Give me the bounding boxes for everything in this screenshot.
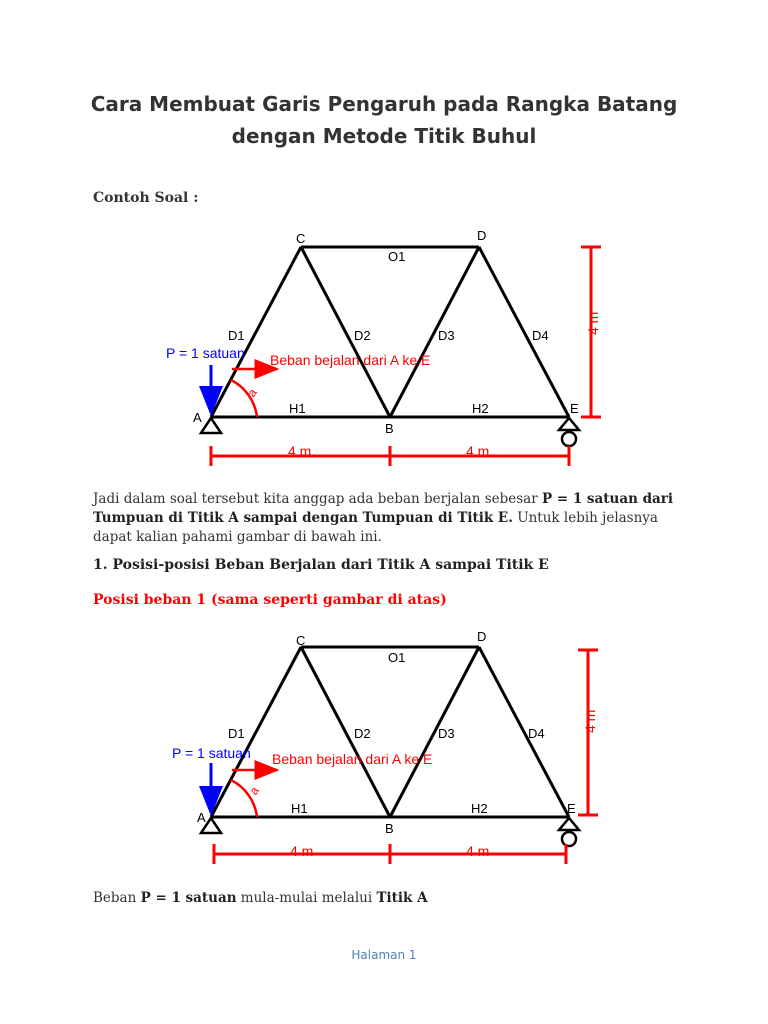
position-1-heading: Posisi beban 1 (sama seperti gambar di atas) xyxy=(93,592,447,608)
roller-support-e xyxy=(559,818,579,830)
paragraph-2-text-1: Beban xyxy=(93,890,141,906)
truss-members xyxy=(211,247,569,417)
example-heading: Contoh Soal : xyxy=(93,190,199,206)
node-label-e: E xyxy=(570,401,579,416)
member-d3 xyxy=(390,247,479,417)
node-label-d: D xyxy=(477,629,487,644)
span-dimension xyxy=(214,844,566,864)
span-label-1: 4 m xyxy=(290,843,314,859)
member-label-d3: D3 xyxy=(438,328,455,343)
load-label: P = 1 satuan xyxy=(172,745,251,761)
paragraph-1-text-1: Jadi dalam soal tersebut kita anggap ada beban berjalan sebesar xyxy=(93,491,542,507)
span-label-1: 4 m xyxy=(288,443,312,459)
roller-wheel-e xyxy=(562,432,576,446)
roller-support-e xyxy=(559,418,579,430)
member-label-o1: O1 xyxy=(388,249,406,264)
member-label-o1: O1 xyxy=(388,650,406,665)
member-label-d1: D1 xyxy=(228,726,245,741)
member-label-d2: D2 xyxy=(354,328,371,343)
node-label-a: A xyxy=(197,810,206,825)
truss-members xyxy=(211,647,569,817)
member-label-h1: H1 xyxy=(291,801,308,816)
angle-label: a xyxy=(244,385,260,400)
member-label-h2: H2 xyxy=(471,801,488,816)
member-d4 xyxy=(479,647,569,817)
member-label-d1: D1 xyxy=(228,328,245,343)
load-label: P = 1 satuan xyxy=(166,345,245,361)
moving-load-label: Beban bejalan dari A ke E xyxy=(270,352,431,368)
member-label-d4: D4 xyxy=(532,328,549,343)
member-label-d2: D2 xyxy=(354,726,371,741)
span-label-2: 4 m xyxy=(466,443,490,459)
node-label-b: B xyxy=(385,821,394,836)
paragraph-2 xyxy=(93,889,683,908)
page-title-line-2: dengan Metode Titik Buhul xyxy=(231,124,537,148)
angle-label: a xyxy=(246,783,262,798)
paragraph-2-bold-2: Titik A xyxy=(376,890,428,906)
node-label-e: E xyxy=(567,801,576,816)
node-label-d: D xyxy=(477,228,487,243)
member-label-h2: H2 xyxy=(472,401,489,416)
paragraph-1 xyxy=(93,490,683,547)
member-label-d3: D3 xyxy=(438,726,455,741)
member-d2 xyxy=(301,647,390,817)
member-d3 xyxy=(390,647,479,817)
span-dimension xyxy=(211,446,569,466)
node-label-a: A xyxy=(193,410,202,425)
page-title-line-1: Cara Membuat Garis Pengaruh pada Rangka Batang xyxy=(90,92,678,116)
moving-load-label: Beban bejalan dari A ke E xyxy=(272,751,433,767)
truss-figure-2 xyxy=(0,625,768,885)
roller-wheel-e xyxy=(562,832,576,846)
node-label-b: B xyxy=(385,421,394,436)
paragraph-1-text-2: Untuk lebih jelasnya dapat kalian pahami gambar di bawah ini. xyxy=(93,510,658,545)
pin-support-a xyxy=(201,418,221,433)
member-d4 xyxy=(479,247,569,417)
height-label: 4 m xyxy=(585,311,601,335)
node-label-c: C xyxy=(296,633,306,648)
paragraph-2-bold-1: P = 1 satuan xyxy=(140,890,237,906)
truss-figure-1 xyxy=(0,225,768,485)
page-footer: Halaman 1 xyxy=(351,948,417,962)
paragraph-2-text-2: mula-mulai melalui xyxy=(236,890,377,906)
page-title xyxy=(0,88,768,152)
member-label-h1: H1 xyxy=(289,401,306,416)
node-label-c: C xyxy=(296,231,306,246)
angle-arc xyxy=(231,780,257,817)
span-label-2: 4 m xyxy=(466,843,490,859)
height-label: 4 m xyxy=(582,709,598,733)
paragraph-1-bold: P = 1 satuan dari Tumpuan di Titik A sampai dengan Tumpuan di Titik E. xyxy=(93,491,674,526)
section-1-heading: 1. Posisi-posisi Beban Berjalan dari Titik A sampai Titik E xyxy=(93,557,549,573)
member-label-d4: D4 xyxy=(528,726,545,741)
member-d2 xyxy=(301,247,390,417)
